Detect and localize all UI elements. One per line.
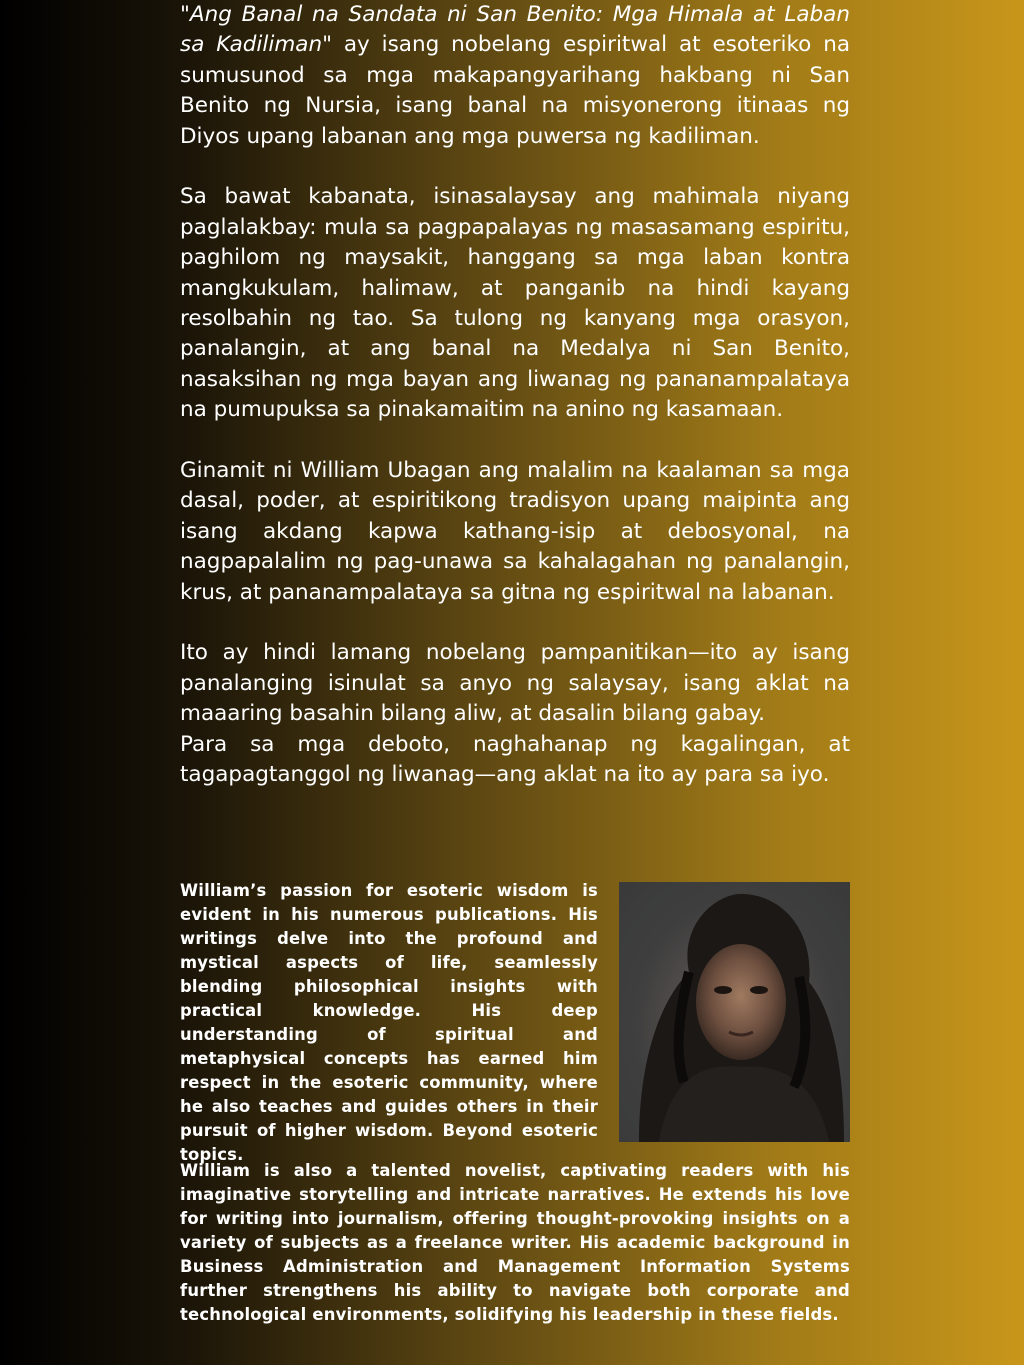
- author-bio-intro: [180, 879, 598, 1167]
- book-synopsis: [180, 0, 850, 791]
- synopsis-paragraph-3: Ginamit ni William Ubagan ang malalim na kaalaman sa mga dasal, poder, at espiritikong tradisyon upang maipinta ang isang akdang kapwa kathang-isip at debosyonal, na nagpapalalim ng pag-unawa sa kahalagahan ng panalangin, krus, at pananampalataya sa gitna ng espiritwal na labanan.: [180, 458, 850, 605]
- author-photo: [619, 882, 850, 1142]
- author-portrait-illustration: [619, 882, 850, 1142]
- synopsis-paragraph-1: [180, 0, 850, 152]
- author-bio-career: [180, 1159, 850, 1327]
- synopsis-paragraph-4: Ito ay hindi lamang nobelang pampanitikan—ito ay isang panalanging isinulat sa anyo ng salaysay, isang aklat na maaaring basahin bilang aliw, at dasalin bilang gabay.: [180, 640, 850, 727]
- synopsis-p1-text: ay isang nobelang espiritwal at esoteriko na sumusunod sa mga makapangyarihang hakbang ni San Benito ng Nursia, isang banal na misyonerong itinaas ng Diyos upang labanan ang mga puwersa ng kadiliman.: [180, 32, 851, 149]
- author-bio-paragraph-1: William’s passion for esoteric wisdom is evident in his numerous publications. His writings delve into the profound and mystical aspects of life, seamlessly blending philosophical insights with practical knowledge. His deep understanding of spiritual and metaphysical concepts has earned him respect in the esoteric community, where he also teaches and guides others in their pursuit of higher wisdom. Beyond esoteric topics.: [180, 881, 598, 1164]
- author-bio-paragraph-2: William is also a talented novelist, captivating readers with his imaginative storytelling and intricate narratives. He extends his love for writing into journalism, offering thought-provoking insights on a variety of subjects as a freelance writer. His academic background in Business Administration and Management Information Systems further strengthens his ability to navigate both corporate and technological environments, solidifying his leadership in these fields.: [180, 1161, 850, 1324]
- synopsis-paragraph-5: Para sa mga deboto, naghahanap ng kagalingan, at tagapagtanggol ng liwanag—ang aklat na ito ay para sa iyo.: [180, 731, 850, 788]
- book-title: "Ang Banal na Sandata ni San Benito: Mga Himala at Laban sa Kadiliman": [180, 2, 850, 58]
- synopsis-paragraph-2: Sa bawat kabanata, isinasalaysay ang mahimala niyang paglalakbay: mula sa pagpapalayas ng masasamang espiritu, paghilom ng maysakit, hanggang sa mga laban kontra mangkukulam, halimaw, at panganib na hindi kayang resolbahin ng tao. Sa tulong ng kanyang mga orasyon, panalangin, at ang banal na Medalya ni San Benito, nasaksihan ng mga bayan ang liwanag ng pananampalataya na pumupuksa sa pinakamaitim na anino ng kasamaan.: [180, 184, 850, 423]
